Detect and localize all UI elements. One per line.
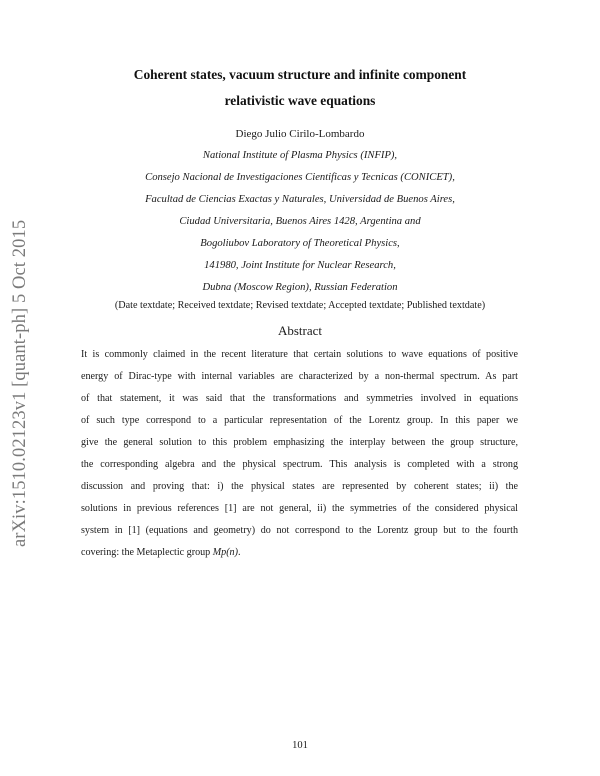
abstract-line: It is commonly claimed in the recent literature that certain solutions to wave equations of positive <box>81 349 518 360</box>
author-name: Diego Julio Cirilo-Lombardo <box>235 128 365 140</box>
paper-title-line-2: relativistic wave equations <box>224 93 376 108</box>
abstract-heading: Abstract <box>277 323 323 338</box>
paper-title-line-1: Coherent states, vacuum structure and infinite component <box>133 67 467 82</box>
affiliation-line: Ciudad Universitaria, Buenos Aires 1428, Argentina and <box>179 216 421 227</box>
abstract-line: system in [1] (equations and geometry) do not correspond to the Lorentz group but to the fourth <box>81 525 518 536</box>
metaplectic-group-symbol: Mp(n) <box>212 547 238 558</box>
abstract-last-line <box>81 547 518 558</box>
abstract-line: solutions in previous references [1] are not general, ii) the symmetries of the considered physical <box>81 503 518 514</box>
abstract-line: discussion and proving that: i) the physical states are represented by coherent states; ii) the <box>81 481 518 492</box>
abstract-line: give the general solution to this problem emphasizing the interplay between the group structure, <box>81 437 518 448</box>
affiliation-line: Consejo Nacional de Investigaciones Cientificas y Tecnicas (CONICET), <box>145 172 455 183</box>
affiliation-line: Facultad de Ciencias Exactas y Naturales, Universidad de Buenos Aires, <box>145 194 455 205</box>
abstract-line: of that statement, it was said that the transformations and symmetries involved in equations <box>81 393 518 404</box>
affiliation-line: Bogoliubov Laboratory of Theoretical Physics, <box>200 238 400 249</box>
page-number: 101 <box>292 740 308 751</box>
abstract-line: of such type correspond to a particular representation of the Lorentz group. In this paper we <box>81 415 518 426</box>
publication-dates: (Date textdate; Received textdate; Revised textdate; Accepted textdate; Published textdate) <box>114 300 486 311</box>
arxiv-identifier: arXiv:1510.02123v1 [quant-ph] 5 Oct 2015 <box>10 219 30 547</box>
affiliation-line: Dubna (Moscow Region), Russian Federation <box>202 282 398 293</box>
affiliation-line: 141980, Joint Institute for Nuclear Research, <box>204 260 396 271</box>
abstract-line: energy of Dirac-type with internal variables are characterized by a non-thermal spectrum. As part <box>81 371 518 382</box>
abstract-line: the corresponding algebra and the physical spectrum. This analysis is completed with a strong <box>81 459 518 470</box>
affiliation-line: National Institute of Plasma Physics (INFIP), <box>202 150 398 161</box>
abstract-last-line-text: covering: the Metaplectic group <box>81 547 213 558</box>
abstract-last-line-end: . <box>237 547 241 558</box>
